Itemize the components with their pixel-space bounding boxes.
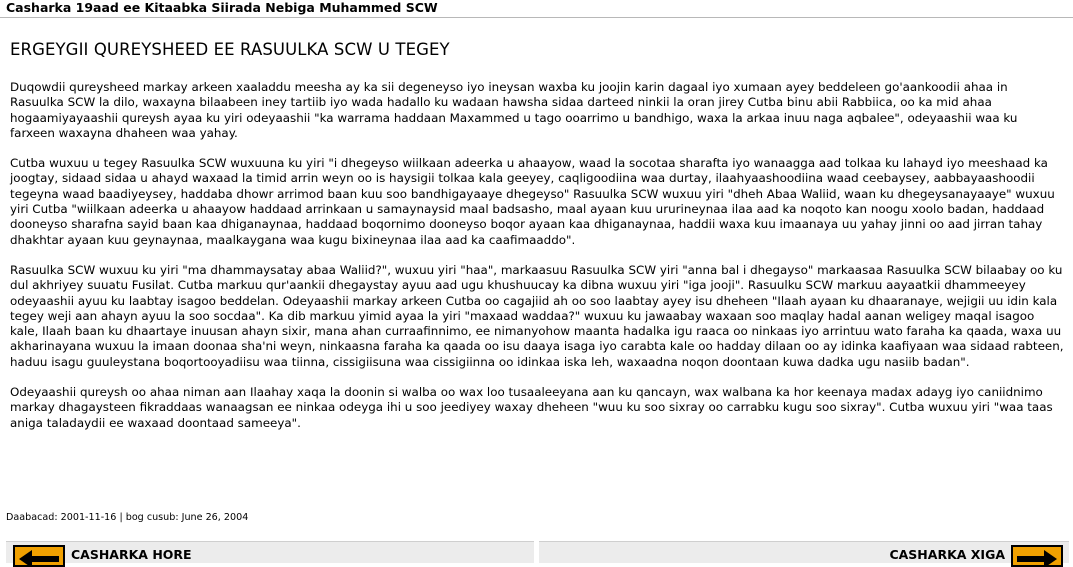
article-heading: ERGEYGII QUREYSHEED EE RASUULKA SCW U TEGEY	[10, 40, 450, 59]
previous-lesson-label[interactable]: CASHARKA HORE	[71, 547, 192, 562]
article-paragraph: Cutba wuxuu u tegey Rasuulka SCW wuxuuna ku yiri "i dhegeyso wiilkaan adeerka u ahaayow, waad la socotaa sharafta iyo wanaagga aad tolkaa ku lahayd iyo meeshaad ka joogtay, sidaad sidaa u ahayd waxaad la timid arrin weyn oo is haysigii tolkaa kala geeyey, caqligoodiina waa durtay, ilaahyaashoodiina waad ceebaysey, aabbayaashoodii tegeyna waad baadiyeysey, haddaba dhowr arrimod baan kuu soo bandhigayaaye dhegeyso" Rasuulka SCW wuxuu yiri "dheh Abaa Waliid, waan ku dhegeysanayaaye" wuxuu yiri Cutba "wiilkaan adeerka u ahaayow haddaad arrinkaan u samaynaysid maal badsasho, maal ayaan kuu ururineynaa ilaa aad ka noqoto kan noogu xoolo badan, haddaad dooneyso sharafna sayid baan kaa dhiganaynaa, haddaad boqornimo dooneyso boqor ayaan kaa dhiganaynaa, haddii waxa kuu imaanaya uu yahay jinni oo aad jirran tahay dhakhtar ayaan kuu geynaynaa, maalkaygana waa kugu bixineynaa ilaa aad ka caafimaaddo".	[10, 156, 1055, 247]
arrow-left-icon[interactable]	[13, 545, 65, 567]
article-paragraph: Rasuulka SCW wuxuu ku yiri "ma dhammaysatay abaa Waliid?", wuxuu yiri "haa", markaasuu Rasuulka SCW yiri "anna bal i dhegayso" markaasaa Rasuulka SCW bilaabay oo ku dul akhriyey suuatu Fusilat. Cutba markuu qur'aankii dhegaystay ayuu aad ugu khushuucay ka dibna wuxuu yiri "iga jooji". Rasuulku SCW markuu aayaatkii dhammeeyey odeyaashii ayuu ku laabtay isagoo beddelan. Odeyaashii markay arkeen Cutba oo cagajiid ah oo soo laabtay ayey isu dheheen "Ilaah ayaan ku dhaaranaye, wejigii uu idin kala tegey weji aan ahayn ayuu la soo socdaa". Ka dib markuu yimid ayaa la yiri "maxaad waddaa?" wuxuu ku jawaabay waxaan soo maqlay hadal aanan weligey maqal isagoo kale, Ilaah baan ku dhaartaye inuusan ahayn sixir, mana ahan curraafinnimo, ee nimanyohow maanta hadalka igu raaca oo ninkaas iyo arrintuu wato faraha ka qaada, waxa uu akharinayana wuxuu la imaan doonaa sha'ni weyn, ninkaasna faraha ka qaada oo isu daaya isaga iyo carabta kale oo hadday dilaan oo ay idinka kaafiyaan waa sidaad rabteen, haduu isagu guuleystana boqortooyadiisu waa tiinna, cissigiisuna waa cissigiinna oo idinkaa iska leh, waxaadna noqon doontaan kuwa dadka ugu nasiib badan".	[10, 262, 1064, 369]
lesson-title: Casharka 19aad ee Kitaabka Siirada Nebiga Muhammed SCW	[6, 0, 438, 15]
article-paragraph: Odeyaashii qureysh oo ahaa niman aan Ilaahay xaqa la doonin si walba oo wax loo tusaaleeyana aan ku qancayn, wax walbana ka hor keenaya madax adayg iyo caniidnimo markay dhagaysteen fikraddaas wanaagsan ee ninkaa odeyga ihi u soo jeediyey waxay dheheen "wuu ku soo sixray oo carrabku kugu soo sixray". Cutba wuxuu yiri "waa taas aniga taladaydii ee waxaad doontaad sameeya".	[10, 385, 1053, 430]
lesson-navigation	[6, 541, 1069, 563]
arrow-right-icon[interactable]	[1011, 545, 1063, 567]
previous-lesson-link[interactable]	[6, 541, 534, 563]
publish-info: Daabacad: 2001-11-16 | bog cusub: June 26, 2004	[6, 512, 249, 523]
top-bar	[0, 0, 1073, 18]
next-lesson-label[interactable]: CASHARKA XIGA	[889, 547, 1005, 562]
article-body	[10, 80, 1064, 446]
article-paragraph: Duqowdii qureysheed markay arkeen xaaladdu meesha ay ka sii degeneyso iyo ineysan waxba ku joojin karin dagaal iyo xumaan ayey beddeleen go'aankoodii ahaa in Rasuulka SCW la dilo, waxayna bilaabeen iney tartiib iyo wada hadallo ku wadaan hawsha sidaa darteed ninkii la oran jirey Cutba binu abii Rabbiica, oo ka mid ahaa hogaamiyayaashii qureysh ayaa ku yiri odeyaashii "ka warrama haddaan Maxammed u tago ooarrimo u bandhigo, waxa la arkaa inuu naga aqbalee", odeyaashii waa ku farxeen waxayna dhaheen waa yahay.	[10, 80, 1018, 140]
next-lesson-link[interactable]	[539, 541, 1069, 563]
